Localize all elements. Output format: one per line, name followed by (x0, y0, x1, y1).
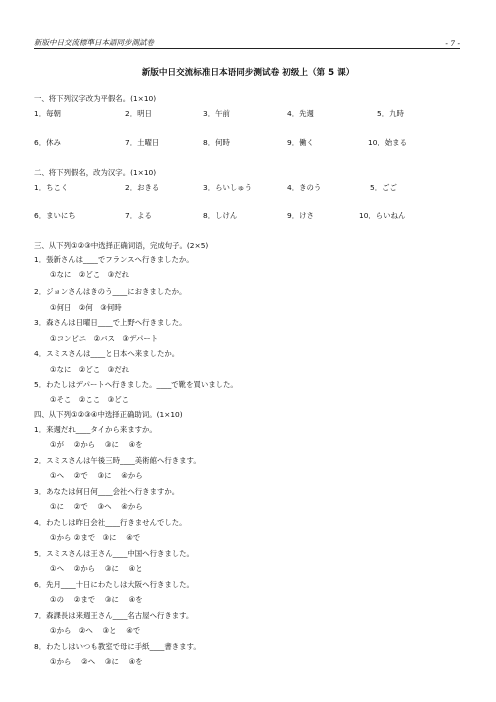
question-text: 3．森さんは日曜日____で上野へ行きました。 (34, 318, 187, 327)
vocab-item: 7．よる (125, 211, 152, 220)
answer-options: ①そこ ②ここ ③どこ (50, 395, 130, 404)
answer-options: ①に ②で ③へ ④から (50, 502, 143, 511)
question-text: 6．先月____十日にわたしは大阪へ行きました。 (34, 580, 194, 589)
question-text: 2．ジョンさんはきのう____におきましたか。 (34, 287, 187, 296)
page-number: - 7 - (445, 39, 460, 48)
answer-options: ①の ②まで ③に ④を (50, 595, 143, 604)
vocab-item: 8．何時 (203, 138, 230, 147)
vocab-item: 3．午前 (203, 109, 230, 118)
vocab-item: 6．まいにち (34, 211, 76, 220)
question-text: 5．スミスさんは王さん____中国へ行きました。 (34, 549, 194, 558)
section4-heading: 四、从下列①②③④中选择正确助词。(1×10) (34, 410, 183, 419)
answer-options: ①何日 ②何 ③何時 (50, 303, 122, 312)
vocab-item: 9．働く (287, 138, 314, 147)
section2-heading: 二、将下列假名，改为汉字。(1×10) (34, 168, 157, 177)
answer-options: ①なに ②どこ ③だれ (50, 270, 130, 279)
answer-options: ①へ ②から ③に ④と (50, 564, 143, 573)
question-text: 1．張新さんは____でフランスへ行きましたか。 (34, 255, 194, 264)
vocab-item: 5．ごご (370, 183, 397, 192)
vocab-item: 10．らいねん (359, 211, 406, 220)
answer-options: ①から ②まで ③に ④で (50, 533, 141, 542)
vocab-item: 10．始まる (368, 138, 407, 147)
vocab-item: 8．しけん (203, 211, 238, 220)
section2-row-2 (34, 211, 460, 221)
section2-row-1 (34, 183, 460, 193)
vocab-item: 9．けさ (287, 211, 314, 220)
question-text: 1．来週だれ____タイから来ますか。 (34, 425, 157, 434)
answer-options: ①から ②へ ③と ④で (50, 626, 141, 635)
vocab-item: 3．らいしゅう (203, 183, 253, 192)
page-header (34, 36, 460, 49)
answer-options: ①へ ②で ③に ④から (50, 471, 143, 480)
answer-options: ①が ②から ③に ④を (50, 440, 143, 449)
answer-options: ①なに ②どこ ③だれ (50, 365, 130, 374)
header-title: 新版中日交流標準日本語同步測試卷 (34, 38, 154, 47)
vocab-item: 6．休み (34, 138, 61, 147)
section3-heading: 三、从下列①②③中选择正确词语，完成句子。(2×5) (34, 241, 209, 250)
vocab-item: 4．きのう (287, 183, 322, 192)
vocab-item: 7．土曜日 (125, 138, 160, 147)
vocab-item: 5．九時 (377, 109, 404, 118)
vocab-item: 1．ちこく (34, 183, 69, 192)
section1-heading: 一、将下列汉字改为平假名。(1×10) (34, 94, 157, 103)
question-text: 8．わたしはいつも教室で母に手紙____書きます。 (34, 642, 201, 651)
answer-options: ①コンビニ ②バス ③デパート (50, 334, 159, 343)
vocab-item: 1．毎朝 (34, 109, 61, 118)
section1-row-1 (34, 109, 460, 119)
page-title: 新版中日交流标准日本语同步测试卷 初级上（第 5 课） (141, 68, 355, 78)
vocab-item: 2．おきる (125, 183, 160, 192)
question-text: 7．森課長は来週王さん____名古屋へ行きます。 (34, 611, 194, 620)
question-text: 4．スミスさんは____と日本へ来ましたか。 (34, 349, 180, 358)
question-text: 5．わたしはデパートへ行きました。____で靴を買いました。 (34, 380, 238, 389)
answer-options: ①から ②へ ③に ④を (50, 657, 143, 666)
question-text: 3．あなたは何日何____会社へ行きますか。 (34, 487, 180, 496)
vocab-item: 4．先週 (287, 109, 314, 118)
question-text: 4．わたしは昨日会社____行きませんでした。 (34, 518, 187, 527)
question-text: 2．スミスさんは午後三時____美術館へ行きます。 (34, 456, 201, 465)
section1-row-2 (34, 138, 460, 148)
vocab-item: 2．明日 (125, 109, 152, 118)
